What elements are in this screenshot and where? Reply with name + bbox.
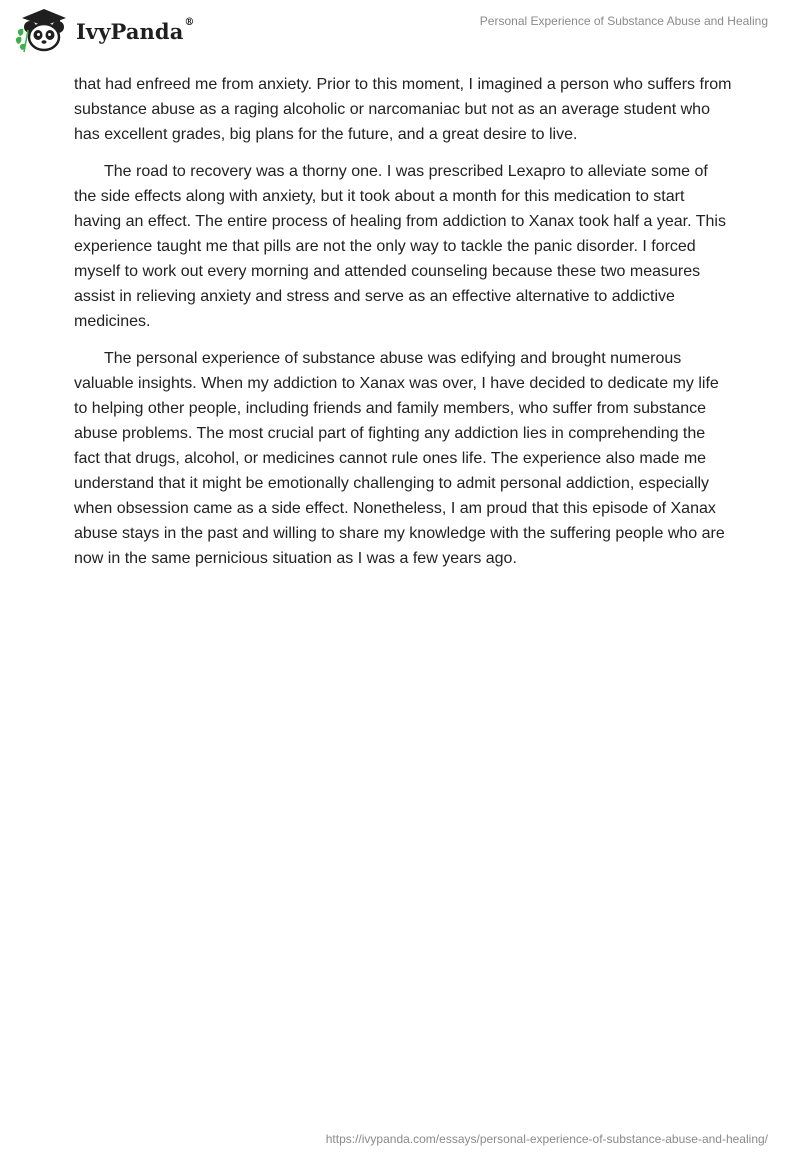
document-title: Personal Experience of Substance Abuse and Healing [479, 14, 768, 28]
panda-graduate-icon [14, 6, 70, 54]
ivypanda-logo[interactable] [14, 6, 195, 54]
source-url-link[interactable]: https://ivypanda.com/essays/personal-experience-of-substance-abuse-and-healing/ [325, 1132, 768, 1146]
paragraph-continued: that had enfreed me from anxiety. Prior to this moment, I imagined a person who suffers from substance abuse as a raging alcoholic or narcomaniac but not as an average student who has excellent grades, big plans for the future, and a great desire to live. [74, 76, 732, 143]
page-header [0, 0, 800, 64]
paragraph-recovery: The road to recovery was a thorny one. I was prescribed Lexapro to alleviate some of the side effects along with anxiety, but it took about a month for this medication to start having an effect. The entire process of healing from addiction to Xanax took half a year. This experience taught me that pills are not the only way to tackle the panic disorder. I forced myself to work out every morning and attended counseling because these two measures assist in relieving anxiety and stress and serve as an effective alternative to addictive medicines. [74, 163, 726, 330]
logo-wordmark: IvyPanda® [76, 16, 195, 44]
essay-body [74, 72, 734, 583]
paragraph-conclusion: The personal experience of substance abuse was edifying and brought numerous valuable insights. When my addiction to Xanax was over, I have decided to dedicate my life to helping other people, including friends and family members, who suffer from substance abuse problems. The most crucial part of fighting any addiction lies in comprehending the fact that drugs, alcohol, or medicines cannot rule ones life. The experience also made me understand that it might be emotionally challenging to admit personal addiction, especially when obsession came as a side effect. Nonetheless, I am proud that this episode of Xanax abuse stays in the past and willing to share my knowledge with the suffering people who are now in the same pernicious situation as I was a few years ago. [74, 350, 725, 567]
